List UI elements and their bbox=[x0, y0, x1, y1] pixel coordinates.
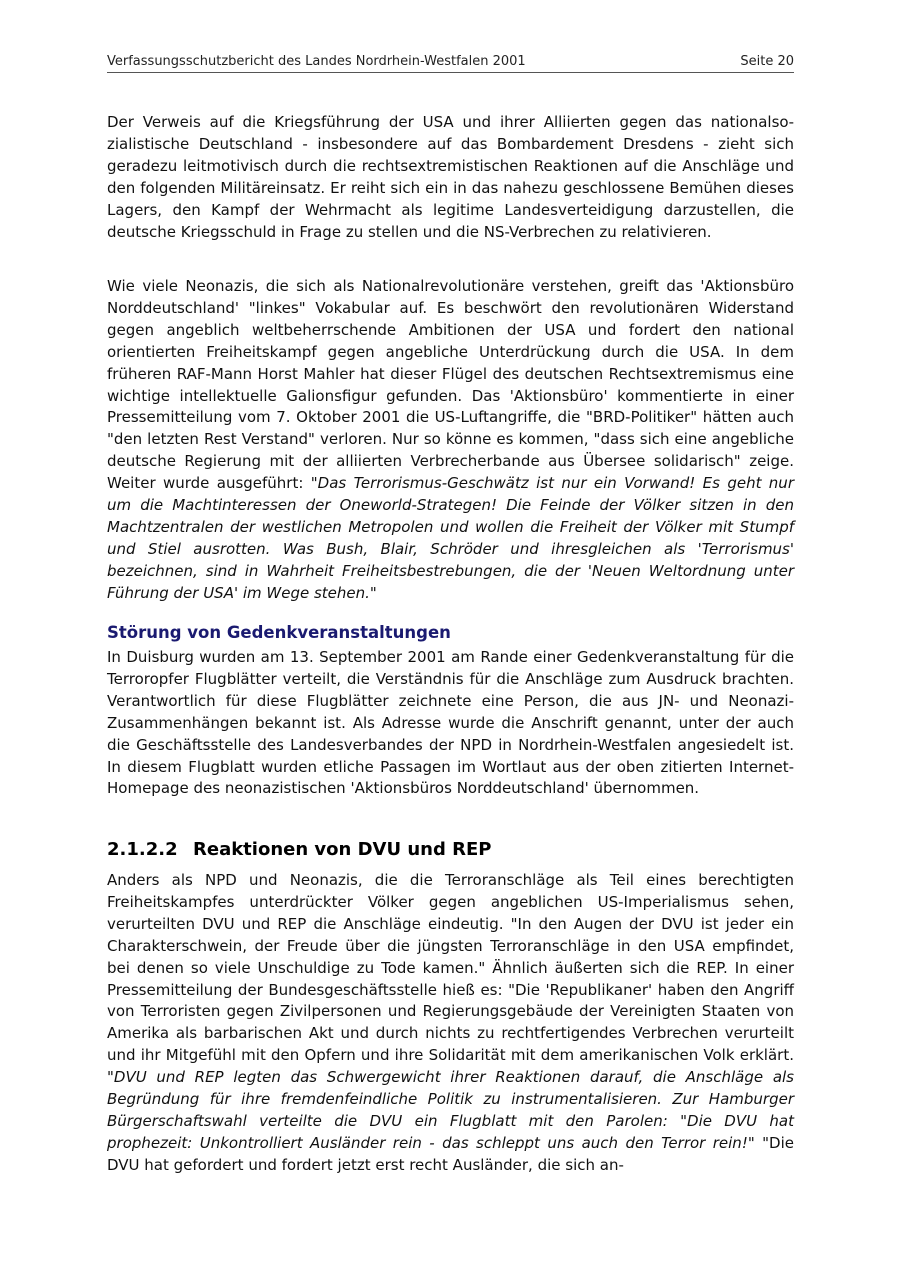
section-title: Reaktionen von DVU und REP bbox=[193, 839, 492, 860]
paragraph-dvu-rep-quote: "DVU und REP legten das Schwergewicht ihrer Reaktionen darauf, die Anschläge als Begründung für ihre fremdenfeindliche Politik zu instrumentalisieren. Zur Hamburger Bürgerschaftswahl verteilte die DVU ein Flugblatt mit den Parolen: "Die DVU hat prophezeit: Unkontrolliert Ausländer rein - das schleppt uns auch den Terror rein!" bbox=[107, 1068, 794, 1152]
paragraph-duisburg: In Duisburg wurden am 13. September 2001 am Rande einer Gedenkveranstaltung für die Terroropfer Flugblätter verteilt, die Verständnis für die Anschläge zum Ausdruck brachten. Verantwortlich für diese Flugblätter zeichnete eine Person, die aus JN- und Neonazi-Zusammenhängen bekannt ist. Als Adresse wurde die Anschrift genannt, unter der auch die Geschäftsstelle des Landesverbandes der NPD in Nordrhein-Westfalen angesiedelt ist. In diesem Flugblatt wurden etliche Passagen im Wortlaut aus der oben zitierten Internet-Homepage des neonazistischen 'Aktionsbüros Norddeutschland' übernommen. bbox=[107, 648, 794, 798]
header-title: Verfassungsschutzbericht des Landes Nordrhein-Westfalen 2001 bbox=[107, 54, 526, 69]
subheading-gedenkveranstaltungen: Störung von Gedenkveranstaltungen bbox=[107, 623, 451, 642]
paragraph-dvu-rep bbox=[107, 870, 794, 1177]
paragraph-aktionsbuero-quote: "Das Terrorismus-Geschwätz ist nur ein Vorwand! Es geht nur um die Machtinteressen der Oneworld-Strategen! Die Feinde der Völker sitzen in den Machtzentralen der westlichen Metropolen und wollen die Freiheit der Völker mit Stumpf und Stiel ausrotten. Was Bush, Blair, Schröder und ihresgleichen als 'Terrorismus' bezeichnen, sind in Wahrheit Freiheitsbestrebungen, die der 'Neuen Weltordnung unter Führung der USA' im Wege stehen." bbox=[107, 474, 794, 602]
page-number: Seite 20 bbox=[740, 54, 794, 69]
section-number: 2.1.2.2 bbox=[107, 839, 178, 860]
page-header bbox=[107, 54, 794, 73]
paragraph-aktionsbuero bbox=[107, 276, 794, 605]
section-heading bbox=[107, 839, 492, 860]
paragraph-dvu-rep-tail: "Die DVU hat gefordert und fordert jetzt erst recht Ausländer, die sich an- bbox=[107, 1133, 794, 1174]
paragraph-dvu-rep-text: Anders als NPD und Neonazis, die die Terroranschläge als Teil eines berechtigten Freiheitskampfes unterdrückter Völker gegen angeblichen US-Imperialismus sehen, verurteilten DVU und REP die Anschläge eindeutig. "In den Augen der DVU ist jeder ein Charakterschwein, der Freude über die jüngsten Terroranschläge in den USA empfindet, bei denen so viele Unschuldige zu Tode kamen." Ähnlich äußerten sich die REP. In einer Pressemitteilung der Bundesgeschäftsstelle hieß es: "Die 'Republikaner' haben den Angriff von Terroristen gegen Zivilpersonen und Regierungsgebäude der Vereinigten Staaten von Amerika als barbarischen Akt und durch nichts zu rechtfertigendes Verbrechen verurteilt und ihr Mitgefühl mit den Opfern und ihre Solidarität mit dem amerikanischen Volk erklärt. bbox=[107, 871, 794, 1065]
paragraph-dresden: Der Verweis auf die Kriegsführung der USA und ihrer Alliierten gegen das nationalsozialistische Deutschland - insbesondere auf das Bombardement Dresdens - zieht sich geradezu leitmotivisch durch die rechtsextremistischen Reaktionen auf die Anschläge und den folgenden Militäreinsatz. Er reiht sich ein in das nahezu geschlossene Bemühen dieses Lagers, den Kampf der Wehrmacht als legitime Landesverteidigung darzustellen, die deutsche Kriegsschuld in Frage zu stellen und die NS-Verbrechen zu relativieren. bbox=[107, 113, 794, 241]
paragraph-aktionsbuero-text: Wie viele Neonazis, die sich als Nationalrevolutionäre verstehen, greift das 'Aktionsbüro Norddeutschland' "linkes" Vokabular auf. Es beschwört den revolutionären Widerstand gegen angeblich weltbeherrschende Ambitionen der USA und fordert den national orientierten Freiheitskampf gegen angebliche Unterdrückung durch die USA. In dem früheren RAF-Mann Horst Mahler hat dieser Flügel des deutschen Rechtsextremismus eine wichtige intellektuelle Galionsfigur gefunden. Das 'Aktionsbüro' kommentierte in einer Pressemitteilung vom 7. Oktober 2001 die US-Luftangriffe, die "BRD-Politiker" hätten auch "den letzten Rest Verstand" verloren. Nur so könne es kommen, "dass sich eine angebliche deutsche Regierung mit der alliierten Verbrecherbande aus Übersee solidarisch" zeige. Weiter wurde ausgeführt: bbox=[107, 277, 794, 493]
